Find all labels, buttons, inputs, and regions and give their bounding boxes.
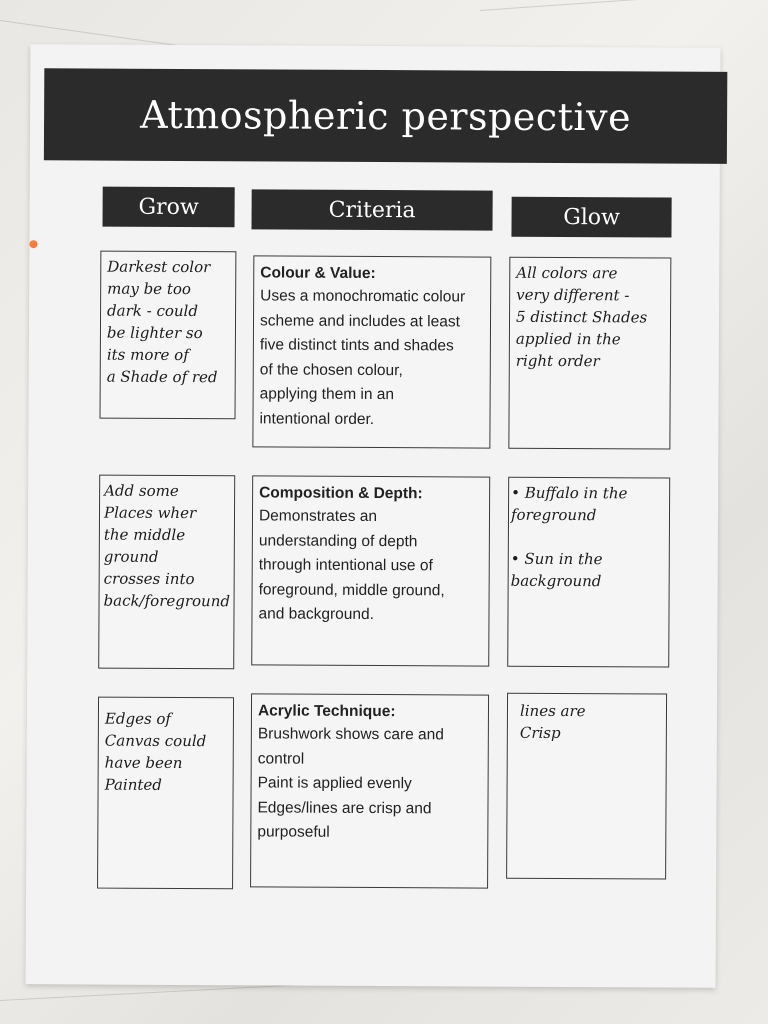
grow-comment: Darkest color may be too dark - could be lighter so its more of a Shade of red bbox=[106, 257, 218, 387]
criteria-text bbox=[259, 262, 486, 432]
criteria-title: Acrylic Technique: bbox=[257, 702, 396, 721]
grow-cell-acrylic bbox=[97, 697, 234, 890]
page-title: Atmospheric perspective bbox=[140, 92, 632, 140]
criteria-cell-composition bbox=[251, 475, 490, 666]
criteria-description: Uses a monochromatic colour scheme and includes at least five distinct tints and shades of the chosen colour, applying them in an intentional order. bbox=[259, 287, 466, 428]
column-header-criteria: Criteria bbox=[251, 189, 492, 230]
marble-vein bbox=[480, 0, 759, 11]
glow-cell-composition bbox=[507, 477, 670, 668]
glow-cell-colour bbox=[508, 257, 671, 450]
criteria-cell-colour bbox=[252, 255, 491, 448]
glow-cell-acrylic bbox=[506, 693, 667, 880]
criteria-title: Colour & Value: bbox=[260, 264, 376, 283]
glow-comment: • Buffalo in the foreground • Sun in the background bbox=[510, 483, 628, 591]
highlighter-mark bbox=[29, 240, 37, 248]
criteria-description: Demonstrates an understanding of depth through intentional use of foreground, middle ground, and background. bbox=[258, 507, 445, 624]
column-header-glow: Glow bbox=[511, 197, 671, 238]
rubric-sheet bbox=[26, 44, 721, 988]
glow-comment: lines are Crisp bbox=[519, 701, 586, 742]
criteria-text bbox=[257, 700, 484, 846]
grow-cell-composition bbox=[98, 475, 235, 670]
criteria-description: Brushwork shows care and control Paint is applied evenly Edges/lines are crisp and purposeful bbox=[257, 725, 444, 841]
criteria-title: Composition & Depth: bbox=[259, 484, 423, 503]
column-header-grow: Grow bbox=[103, 187, 235, 228]
criteria-text bbox=[258, 482, 485, 628]
title-banner bbox=[44, 68, 727, 164]
glow-comment: All colors are very different - 5 distinct Shades applied in the right order bbox=[515, 263, 648, 371]
criteria-cell-acrylic bbox=[250, 693, 489, 888]
grow-cell-colour bbox=[100, 251, 237, 420]
grow-comment: Edges of Canvas could have been Painted bbox=[104, 709, 207, 794]
grow-comment: Add some Places wher the middle ground crosses into back/foreground bbox=[103, 481, 231, 611]
